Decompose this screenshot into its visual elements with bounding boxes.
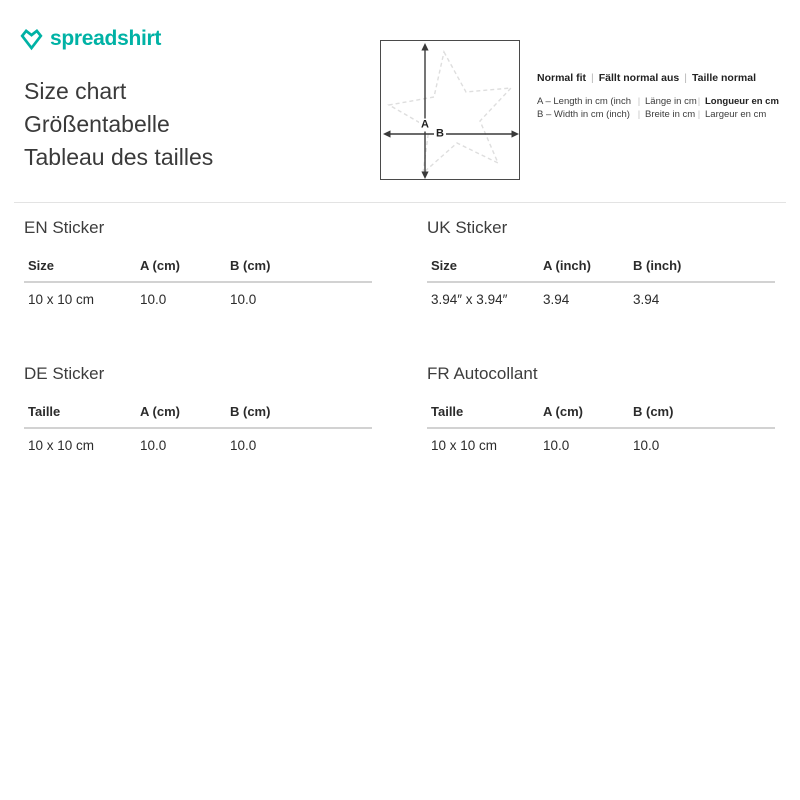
- spreadshirt-logo: [20, 27, 161, 51]
- dim-label-a: A: [421, 118, 429, 131]
- brand-name: spreadshirt: [50, 27, 162, 50]
- page-title-de: Größentabelle: [24, 111, 170, 137]
- fit-line: [537, 72, 789, 85]
- fit-fr: Taille normal: [692, 72, 757, 84]
- vertical-arrow: [421, 43, 428, 179]
- dimension-legend: [537, 95, 789, 121]
- column-header: Size: [24, 248, 136, 282]
- star-outline-icon: [381, 41, 521, 181]
- a-cell: 10.0: [140, 438, 167, 453]
- size-tables: [24, 203, 779, 459]
- table-title: EN Sticker: [24, 218, 105, 237]
- separator: |: [697, 109, 701, 120]
- separator: |: [697, 96, 701, 107]
- table-header-row: [427, 394, 775, 428]
- separator: |: [637, 109, 641, 120]
- page-title-group: [24, 75, 213, 174]
- a-cell: 10.0: [543, 438, 570, 453]
- a-cell: 10.0: [140, 292, 167, 307]
- b-cell: 10.0: [230, 292, 257, 307]
- column-header: A (cm): [539, 394, 629, 428]
- size-table-fr: [427, 349, 775, 459]
- table-row: [427, 282, 775, 313]
- column-header: A (cm): [136, 394, 226, 428]
- table-row: [24, 428, 372, 459]
- table-row: [427, 428, 775, 459]
- separator: |: [684, 72, 688, 84]
- table-title: DE Sticker: [24, 364, 105, 383]
- table-title: FR Autocollant: [427, 364, 538, 383]
- column-header: B (cm): [629, 394, 775, 428]
- dim-b-fr: Largeur en cm: [705, 109, 767, 120]
- b-cell: 10.0: [633, 438, 660, 453]
- dim-label-b: B: [436, 127, 444, 140]
- separator: |: [591, 72, 594, 84]
- column-header: A (cm): [136, 248, 226, 282]
- size-cell: 10 x 10 cm: [28, 292, 95, 307]
- fit-de: Fällt normal aus: [598, 72, 680, 84]
- size-table-de: [24, 349, 372, 459]
- dim-a-fr: Longueur en cm: [705, 96, 779, 107]
- column-header: A (inch): [539, 248, 629, 282]
- legend-row-b: [537, 108, 789, 121]
- size-cell: 10 x 10 cm: [431, 438, 498, 453]
- dim-b-en: B – Width in cm (inch): [537, 109, 630, 120]
- horizontal-arrow: [383, 130, 519, 137]
- size-cell: 3.94″ x 3.94″: [431, 292, 508, 307]
- page-title-fr: Tableau des tailles: [24, 144, 214, 170]
- spreadshirt-heart-icon: [20, 28, 43, 51]
- a-cell: 3.94: [543, 292, 570, 307]
- size-table-uk: [427, 203, 775, 313]
- fit-en: Normal fit: [537, 72, 587, 84]
- column-header: B (cm): [226, 248, 372, 282]
- column-header: Taille: [24, 394, 136, 428]
- table-header-row: [24, 248, 372, 282]
- dim-a-de: Länge in cm: [645, 96, 697, 107]
- column-header: B (cm): [226, 394, 372, 428]
- fit-legend: [537, 72, 789, 121]
- column-header: Taille: [427, 394, 539, 428]
- table-header-row: [427, 248, 775, 282]
- table-row: [24, 282, 372, 313]
- dim-a-en: A – Length in cm (inch: [537, 96, 631, 107]
- table-title: UK Sticker: [427, 218, 508, 237]
- dim-b-de: Breite in cm: [645, 109, 696, 120]
- size-table-en: [24, 203, 372, 313]
- column-header: Size: [427, 248, 539, 282]
- legend-row-a: [537, 95, 789, 108]
- b-cell: 10.0: [230, 438, 257, 453]
- separator: |: [637, 96, 641, 107]
- b-cell: 3.94: [633, 292, 660, 307]
- table-header-row: [24, 394, 372, 428]
- size-diagram: [380, 40, 520, 180]
- page-title-en: Size chart: [24, 78, 127, 104]
- size-cell: 10 x 10 cm: [28, 438, 95, 453]
- column-header: B (inch): [629, 248, 775, 282]
